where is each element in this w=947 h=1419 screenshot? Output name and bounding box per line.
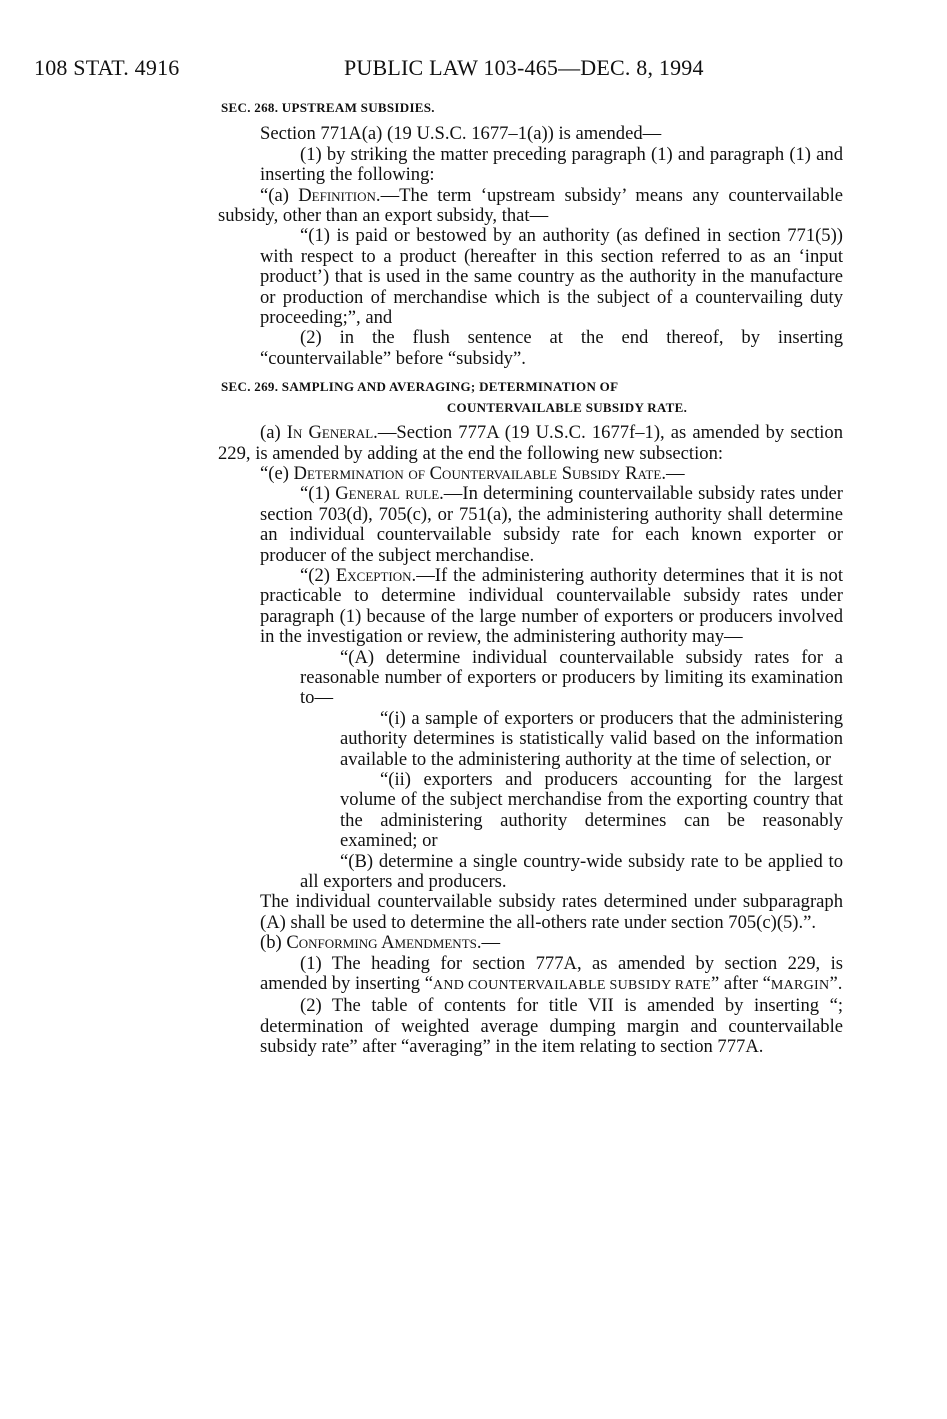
sec269-subpara-A: “(A) determine individual countervailable subsidy rates for a reasonable number of exporters or producers by limiting its examination to— — [300, 646, 843, 709]
sec268-intro: Section 771A(a) (19 U.S.C. 1677–1(a)) is amended— — [260, 123, 662, 145]
statute-page-number: 108 STAT. 4916 — [34, 55, 180, 80]
exception-caption: Exception — [335, 564, 412, 586]
sec269-amendment-1: (1) The heading for section 777A, as amended by section 229, is amended by inserting “AND COUNTERVAILABLE SUBSIDY RATE” after “MARGIN”. — [260, 952, 843, 995]
general-rule-caption: General rule — [335, 483, 440, 505]
public-law-title: PUBLIC LAW 103-465—DEC. 8, 1994 — [344, 55, 704, 80]
sec269-subsection-b: (b) Conforming Amendments.— — [260, 932, 501, 954]
section-269-heading-line1: SEC. 269. SAMPLING AND AVERAGING; DETERMINATION OF — [221, 379, 619, 395]
sec269-flush-sentence: The individual countervailable subsidy rates determined under subparagraph (A) shall be used to determine the all-others rate under section 705(c)(5).”. — [260, 891, 843, 933]
determination-caption: Determination of Countervailable Subsidy Rate — [293, 462, 662, 484]
sec269-amendment-2: (2) The table of contents for title VII is amended by inserting “; determination of weighted average dumping margin and countervailable subsidy rate” after “averaging” in the item relating to section 777A. — [260, 995, 843, 1058]
sec269-exception: “(2) Exception.—If the administering authority determines that it is not practicable to determine individual countervailable subsidy rates under paragraph (1) because of the large number of exporters or producers involved in the investigation or review, the administering authority may— — [260, 564, 843, 648]
section-269-heading — [221, 377, 843, 418]
sec268-para-2: (2) in the flush sentence at the end thereof, by inserting “countervailable” before “subsidy”. — [260, 327, 843, 369]
sec269-clause-ii: “(ii) exporters and producers accounting for the largest volume of the subject merchandise from the exporting country that the administering authority determines can be reasonably examined; or — [340, 769, 843, 852]
sec268-subpara-1: “(1) is paid or bestowed by an authority (as defined in section 771(5)) with respect to a product (hereafter in this section referred to as an ‘input product’) that is used in the same country as the authority in the manufacture or production of merchandise which is the subject of a countervailing duty proceeding;”, and — [260, 225, 843, 329]
in-general-caption: In General — [286, 422, 374, 444]
sec269-clause-i: “(i) a sample of exporters or producers that the administering authority determines is statistically valid based on the information available to the administering authority at the time of selection, or — [340, 707, 843, 770]
section-269-heading-line2: COUNTERVAILABLE SUBSIDY RATE. — [446, 399, 688, 415]
sec268-para-1: (1) by striking the matter preceding paragraph (1) and paragraph (1) and inserting the following: — [260, 143, 843, 186]
sec269-subpara-B: “(B) determine a single country-wide subsidy rate to be applied to all exporters and producers. — [300, 850, 843, 893]
sec269-subsection-e: “(e) Determination of Countervailable Subsidy Rate.— — [260, 462, 685, 484]
definition-caption: Definition — [298, 184, 376, 206]
sec269-general-rule: “(1) General rule.—In determining countervailable subsidy rates under section 703(d), 705(c), or 751(a), the administering authority shall determine an individual countervailable subsidy rate for each known exporter or producer of the subject merchandise. — [260, 483, 843, 566]
sec268-definition: “(a) Definition.—The term ‘upstream subsidy’ means any countervailable subsidy, other than an export subsidy, that— — [218, 184, 843, 227]
sec269-subsection-a: (a) In General.—Section 777A (19 U.S.C. 1677f–1), as amended by section 229, is amended by adding at the end the following new subsection: — [218, 422, 843, 464]
document-body — [218, 98, 843, 1058]
conforming-amendments-caption: Conforming Amendments — [286, 932, 477, 954]
section-268-heading: SEC. 268. UPSTREAM SUBSIDIES. — [221, 100, 435, 115]
